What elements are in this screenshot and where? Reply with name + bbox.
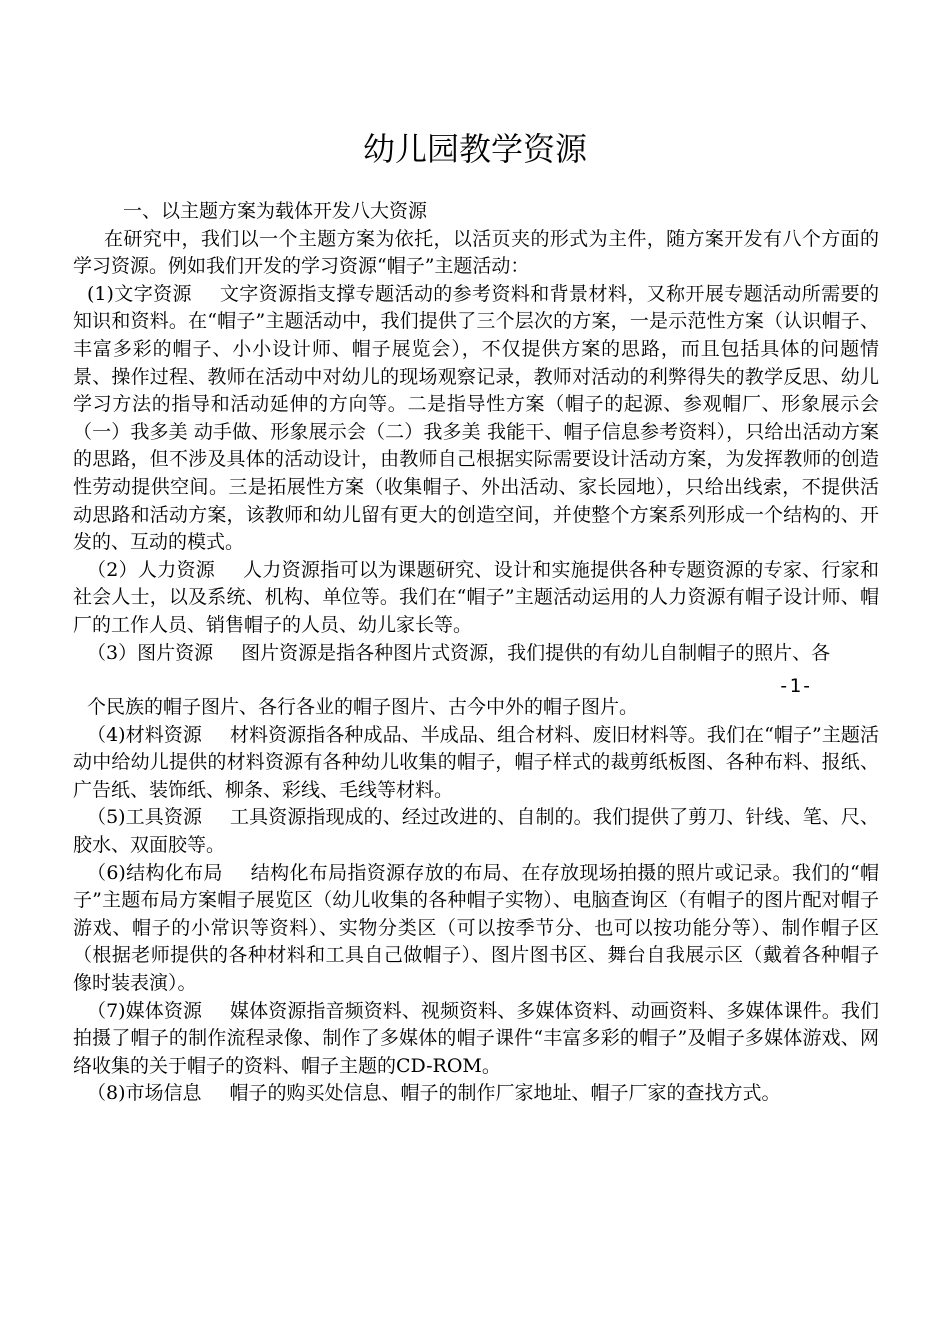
upper-body — [73, 198, 879, 667]
item-body: 帽子的购买处信息、帽子的制作厂家地址、帽子厂家的查找方式。 — [229, 1082, 781, 1105]
item-body: 工具资源指现成的、经过改进的、自制的。我们提供了剪刀、针线、笔、尺、胶水、双面胶等。 — [73, 806, 879, 856]
item-text-resources — [73, 281, 879, 557]
section-heading: 一、以主题方案为载体开发八大资源 — [123, 200, 428, 222]
item-structured-layout — [73, 860, 879, 998]
item-label: (1)文字资源 — [87, 282, 192, 305]
item-body: 文字资源指支撑专题活动的参考资料和背景材料，又称开展专题活动所需要的知识和资料。在“帽子”主题活动中，我们提供了三个层次的方案，一是示范性方案（认识帽子、丰富多彩的帽子、小小设计师、帽子展览会），不仅提供方案的思路，而且包括具体的问题情景、操作过程、教师在活动中对幼儿的现场观察记录，教师对活动的利弊得失的教学反思、幼儿学习方法的指导和活动延伸的方向等。二是指导性方案（帽子的起源、参观帽厂、形象展示会（一）我多美 动手做、形象展示会（二）我多美 我能干、帽子信息参考资料），只给出活动方案的思路，但不涉及具体的活动设计，由教师自己根据实际需要设计活动方案，为发挥教师的创造性劳动提供空间。三是拓展性方案（收集帽子、外出活动、家长园地），只给出线索，不提供活动思路和活动方案，该教师和幼儿留有更大的创造空间，并使整个方案系列形成一个结构的、开发的、互动的模式。 — [73, 282, 879, 554]
page-number: -1- — [778, 675, 813, 697]
item-label: （6)结构化布局 — [87, 861, 223, 884]
item-human-resources — [73, 557, 879, 640]
intro-paragraph: 在研究中，我们以一个主题方案为依托，以活页夹的形式为主件，随方案开发有八个方面的学习资源。例如我们开发的学习资源“帽子”主题活动： — [73, 227, 879, 278]
item-label: （2）人力资源 — [87, 558, 216, 581]
item-market-info — [73, 1080, 879, 1108]
item-body: 结构化布局指资源存放的布局、在存放现场拍摄的照片或记录。我们的“帽子”主题布局方案帽子展览区（幼儿收集的各种帽子实物）、电脑查询区（有帽子的图片配对帽子游戏、帽子的小常识等资料）、实物分类区（可以按季节分、也可以按功能分等）、制作帽子区（根据老师提供的各种材料和工具自己做帽子）、图片图书区、舞台自我展示区（戴着各种帽子像时装表演）。 — [73, 861, 879, 994]
item-label: （8)市场信息 — [87, 1082, 202, 1105]
item-media-resources — [73, 998, 879, 1081]
item-body: 图片资源是指各种图片式资源，我们提供的有幼儿自制帽子的照片、各 — [241, 641, 831, 664]
item-image-resources — [73, 640, 879, 668]
continuation-line: 个民族的帽子图片、各行各业的帽子图片、古今中外的帽子图片。 — [87, 696, 639, 718]
item-body: 人力资源指可以为课题研究、设计和实施提供各种专题资源的专家、行家和社会人士，以及系统、机构、单位等。我们在“帽子”主题活动运用的人力资源有帽子设计师、帽厂的工作人员、销售帽子的人员、幼儿家长等。 — [73, 558, 879, 636]
item-material-resources — [73, 722, 879, 805]
document-title: 幼儿园教学资源 — [362, 130, 587, 168]
item-label: （4)材料资源 — [87, 723, 202, 746]
lower-body — [73, 694, 879, 1108]
item-body: 媒体资源指音频资料、视频资料、多媒体资料、动画资料、多媒体课件。我们拍摄了帽子的制作流程录像、制作了多媒体的帽子课件“丰富多彩的帽子”及帽子多媒体游戏、网络收集的关于帽子的资料、帽子主题的CD-ROM。 — [73, 999, 879, 1077]
item-label: （3）图片资源 — [87, 641, 214, 664]
item-label: （5)工具资源 — [87, 806, 203, 829]
item-tool-resources — [73, 804, 879, 859]
item-body: 材料资源指各种成品、半成品、组合材料、废旧材料等。我们在“帽子”主题活动中给幼儿提供的材料资源有各种幼儿收集的帽子，帽子样式的裁剪纸板图、各种布料、报纸、广告纸、装饰纸、柳条、彩线、毛线等材料。 — [73, 723, 879, 801]
item-label: （7)媒体资源 — [87, 999, 203, 1022]
